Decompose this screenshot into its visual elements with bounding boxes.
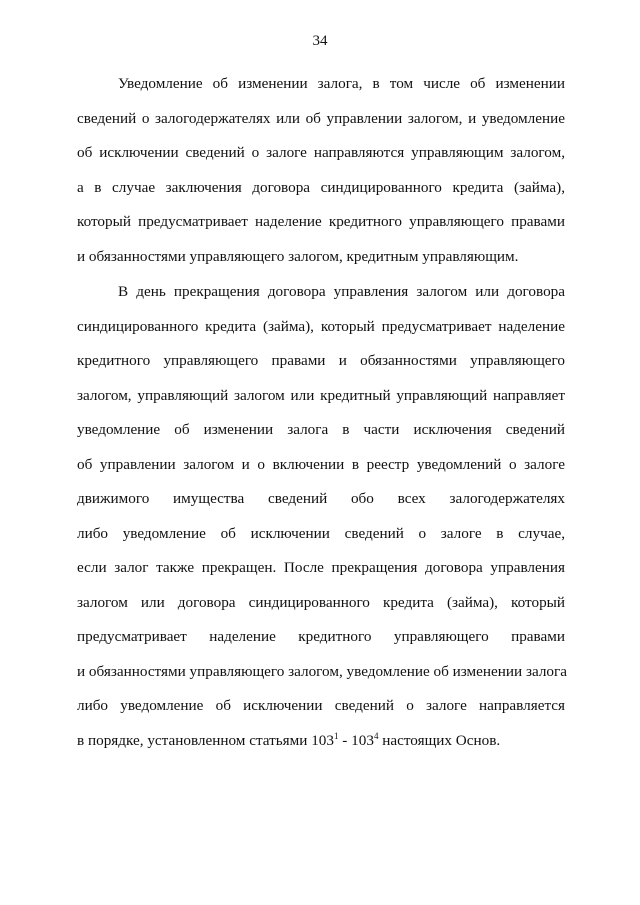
page-number: 34 [312, 33, 328, 49]
superscript: 4 [373, 730, 379, 741]
paragraph-line: движимого имущества сведений обо всех залогодержателях [77, 490, 565, 507]
article-reference-text: настоящих Основ. [378, 731, 501, 749]
paragraph-line: который предусматривает наделение кредитного управляющего правами [77, 213, 565, 230]
paragraph-1 [77, 67, 565, 274]
paragraph-line: и обязанностями управляющего залогом, уведомление об изменении залога [77, 662, 567, 680]
paragraph-line: сведений о залогодержателях или об управлении залогом, и уведомление [77, 109, 565, 127]
paragraph-line: В день прекращения договора управления залогом или договора [118, 283, 565, 300]
paragraph-line: либо уведомление об исключении сведений о залоге в случае, [77, 524, 565, 542]
paragraph-line: если залог также прекращен. После прекращения договора управления [77, 559, 565, 576]
paragraph-line: уведомление об изменении залога в части исключения сведений [77, 421, 565, 438]
paragraph-line: синдицированного кредита (займа), который предусматривает наделение [77, 317, 565, 335]
paragraph-2 [77, 275, 565, 758]
paragraph-line: об управлении залогом и о включении в реестр уведомлений о залоге [77, 455, 565, 473]
paragraph-line: предусматривает наделение кредитного управляющего правами [77, 628, 565, 645]
article-reference-text: в порядке, установленном статьями 103 [77, 731, 334, 749]
paragraph-line: Уведомление об изменении залога, в том числе об изменении [118, 75, 565, 92]
paragraph-last-line [77, 724, 565, 759]
paragraph-line: и обязанностями управляющего залогом, кредитным управляющим. [77, 247, 519, 265]
paragraph-line: залогом или договора синдицированного кредита (займа), который [77, 593, 565, 611]
article-reference-text: - 103 [338, 731, 374, 749]
paragraph-line: кредитного управляющего правами и обязанностями управляющего [77, 352, 565, 369]
paragraph-line: залогом, управляющий залогом или кредитный управляющий направляет [77, 386, 565, 404]
paragraph-line: а в случае заключения договора синдицированного кредита (займа), [77, 178, 565, 196]
superscript: 1 [334, 730, 339, 741]
paragraph-line: либо уведомление об исключении сведений о залоге направляется [77, 697, 565, 714]
paragraph-line: об исключении сведений о залоге направляются управляющим залогом, [77, 144, 565, 161]
